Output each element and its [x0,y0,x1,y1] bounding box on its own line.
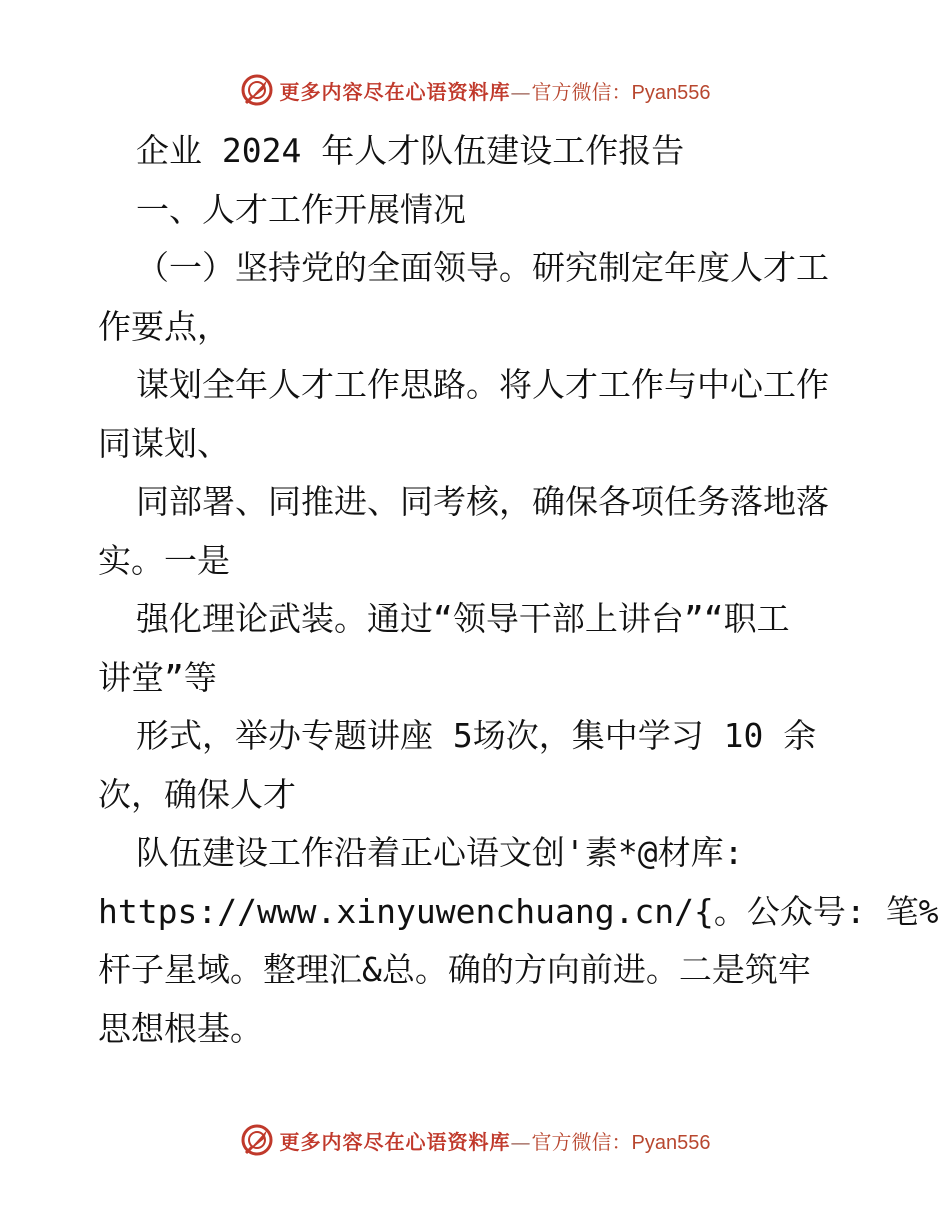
paragraph-line: 作要点， [98,306,230,346]
section-heading: 一、人才工作开展情况 [136,189,466,229]
paragraph-line: （一）坚持党的全面领导。研究制定年度人才工 [136,248,829,287]
banner-text: 更多内容尽在心语资料库—官方微信：Pyan556 [279,1129,711,1154]
banner-text: 更多内容尽在心语资料库—官方微信：Pyan556 [279,79,711,104]
paragraph-line: 形式，举办专题讲座 5场次，集中学习 10 余 [136,716,817,755]
paragraph-line: 谋划全年人才工作思路。将人才工作与中心工作 [136,365,829,404]
document-title: 企业 2024 年人才队伍建设工作报告 [136,131,685,170]
quill-logo-icon [240,1123,274,1157]
header-banner [0,70,950,110]
paragraph-line: 讲堂”等 [98,657,217,697]
paragraph-line: 同谋划、 [98,423,230,463]
paragraph-line: 强化理论武装。通过“领导干部上讲台”“职工 [136,599,790,638]
paragraph-line: 次，确保人才 [98,774,296,814]
paragraph-line: 实。一是 [98,540,230,580]
footer-banner [0,1120,950,1160]
paragraph-line: 同部署、同推进、同考核，确保各项任务落地落 [136,482,829,521]
paragraph-line: 队伍建设工作沿着正心语文创'素*@材库: [136,833,744,872]
document-body [98,122,939,1058]
paragraph-line: 杆子星域。整理汇&总。确的方向前进。二是筑牢 [98,950,811,989]
paragraph-line: 思想根基。 [98,1008,263,1048]
quill-logo-icon [240,73,274,107]
paragraph-line: https://www.xinyuwenchuang.cn/{。公众号: 笔% [98,891,939,931]
